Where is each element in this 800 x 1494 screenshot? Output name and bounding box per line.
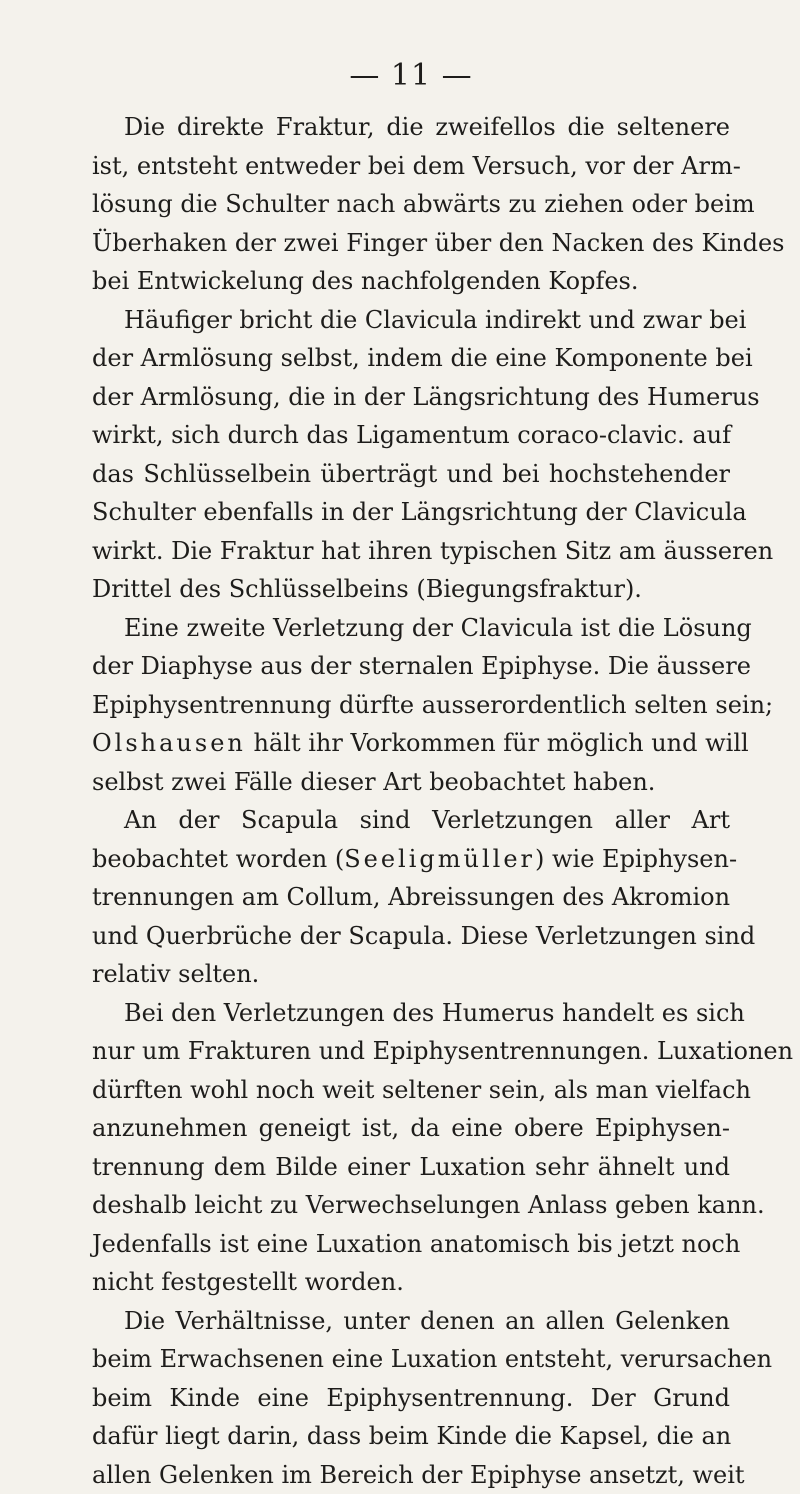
paragraph xyxy=(92,801,730,994)
text-line: nur um Frakturen und Epiphysentrennungen. Luxationen xyxy=(92,1032,730,1071)
text-line: relativ selten. xyxy=(92,955,730,994)
text-line xyxy=(92,840,730,879)
text-line: der Armlösung, die in der Längsrichtung des Humerus xyxy=(92,378,730,417)
text-line: Häufiger bricht die Clavicula indirekt und zwar bei xyxy=(92,301,730,340)
text-fragment: hält ihr Vorkommen für möglich und will xyxy=(246,729,749,757)
text-line: trennungen am Collum, Abreissungen des Akromion xyxy=(92,878,730,917)
text-line: der Diaphyse aus der sternalen Epiphyse. Die äussere xyxy=(92,647,730,686)
text-line: Die direkte Fraktur, die zweifellos die seltenere xyxy=(92,108,730,147)
text-line: Bei den Verletzungen des Humerus handelt es sich xyxy=(92,994,730,1033)
text-line: ist, entsteht entweder bei dem Versuch, vor der Arm- xyxy=(92,147,730,186)
paragraph xyxy=(92,994,730,1302)
body-text xyxy=(92,108,730,1494)
text-line: Schulter ebenfalls in der Längsrichtung der Clavicula xyxy=(92,493,730,532)
text-line: selbst zwei Fälle dieser Art beobachtet haben. xyxy=(92,763,730,802)
text-line: Die Verhältnisse, unter denen an allen Gelenken xyxy=(92,1302,730,1341)
text-line: allen Gelenken im Bereich der Epiphyse ansetzt, weit xyxy=(92,1456,730,1494)
text-line: Jedenfalls ist eine Luxation anatomisch bis jetzt noch xyxy=(92,1225,730,1264)
text-line: An der Scapula sind Verletzungen aller Art xyxy=(92,801,730,840)
text-line: beim Kinde eine Epiphysentrennung. Der Grund xyxy=(92,1379,730,1418)
text-line: nicht festgestellt worden. xyxy=(92,1263,730,1302)
text-fragment: ) wie Epiphysen- xyxy=(535,845,737,873)
text-line: Überhaken der zwei Finger über den Nacken des Kindes xyxy=(92,224,730,263)
text-line: der Armlösung selbst, indem die eine Komponente bei xyxy=(92,339,730,378)
text-line: wirkt. Die Fraktur hat ihren typischen Sitz am äusseren xyxy=(92,532,730,571)
text-line: Drittel des Schlüsselbeins (Biegungsfraktur). xyxy=(92,570,730,609)
text-line: Epiphysentrennung dürfte ausserordentlich selten sein; xyxy=(92,686,730,725)
text-line: trennung dem Bilde einer Luxation sehr ähnelt und xyxy=(92,1148,730,1187)
text-line xyxy=(92,724,730,763)
paragraph xyxy=(92,1302,730,1494)
text-line: bei Entwickelung des nachfolgenden Kopfes. xyxy=(92,262,730,301)
paragraph xyxy=(92,301,730,609)
text-line: deshalb leicht zu Verwechselungen Anlass geben kann. xyxy=(92,1186,730,1225)
text-line: beim Erwachsenen eine Luxation entsteht, verursachen xyxy=(92,1340,730,1379)
text-line: wirkt, sich durch das Ligamentum coraco-clavic. auf xyxy=(92,416,730,455)
page-number: — 11 — xyxy=(92,56,730,96)
text-line: dafür liegt darin, dass beim Kinde die Kapsel, die an xyxy=(92,1417,730,1456)
text-line: dürften wohl noch weit seltener sein, als man vielfach xyxy=(92,1071,730,1110)
author-name: Olshausen xyxy=(92,729,246,757)
paragraph xyxy=(92,108,730,301)
text-line: lösung die Schulter nach abwärts zu ziehen oder beim xyxy=(92,185,730,224)
author-name: Seeligmüller xyxy=(344,845,535,873)
text-line: Eine zweite Verletzung der Clavicula ist die Lösung xyxy=(92,609,730,648)
text-line: das Schlüsselbein überträgt und bei hochstehender xyxy=(92,455,730,494)
text-line: und Querbrüche der Scapula. Diese Verletzungen sind xyxy=(92,917,730,956)
paragraph xyxy=(92,609,730,802)
text-fragment: beobachtet worden ( xyxy=(92,845,344,873)
text-line: anzunehmen geneigt ist, da eine obere Epiphysen- xyxy=(92,1109,730,1148)
